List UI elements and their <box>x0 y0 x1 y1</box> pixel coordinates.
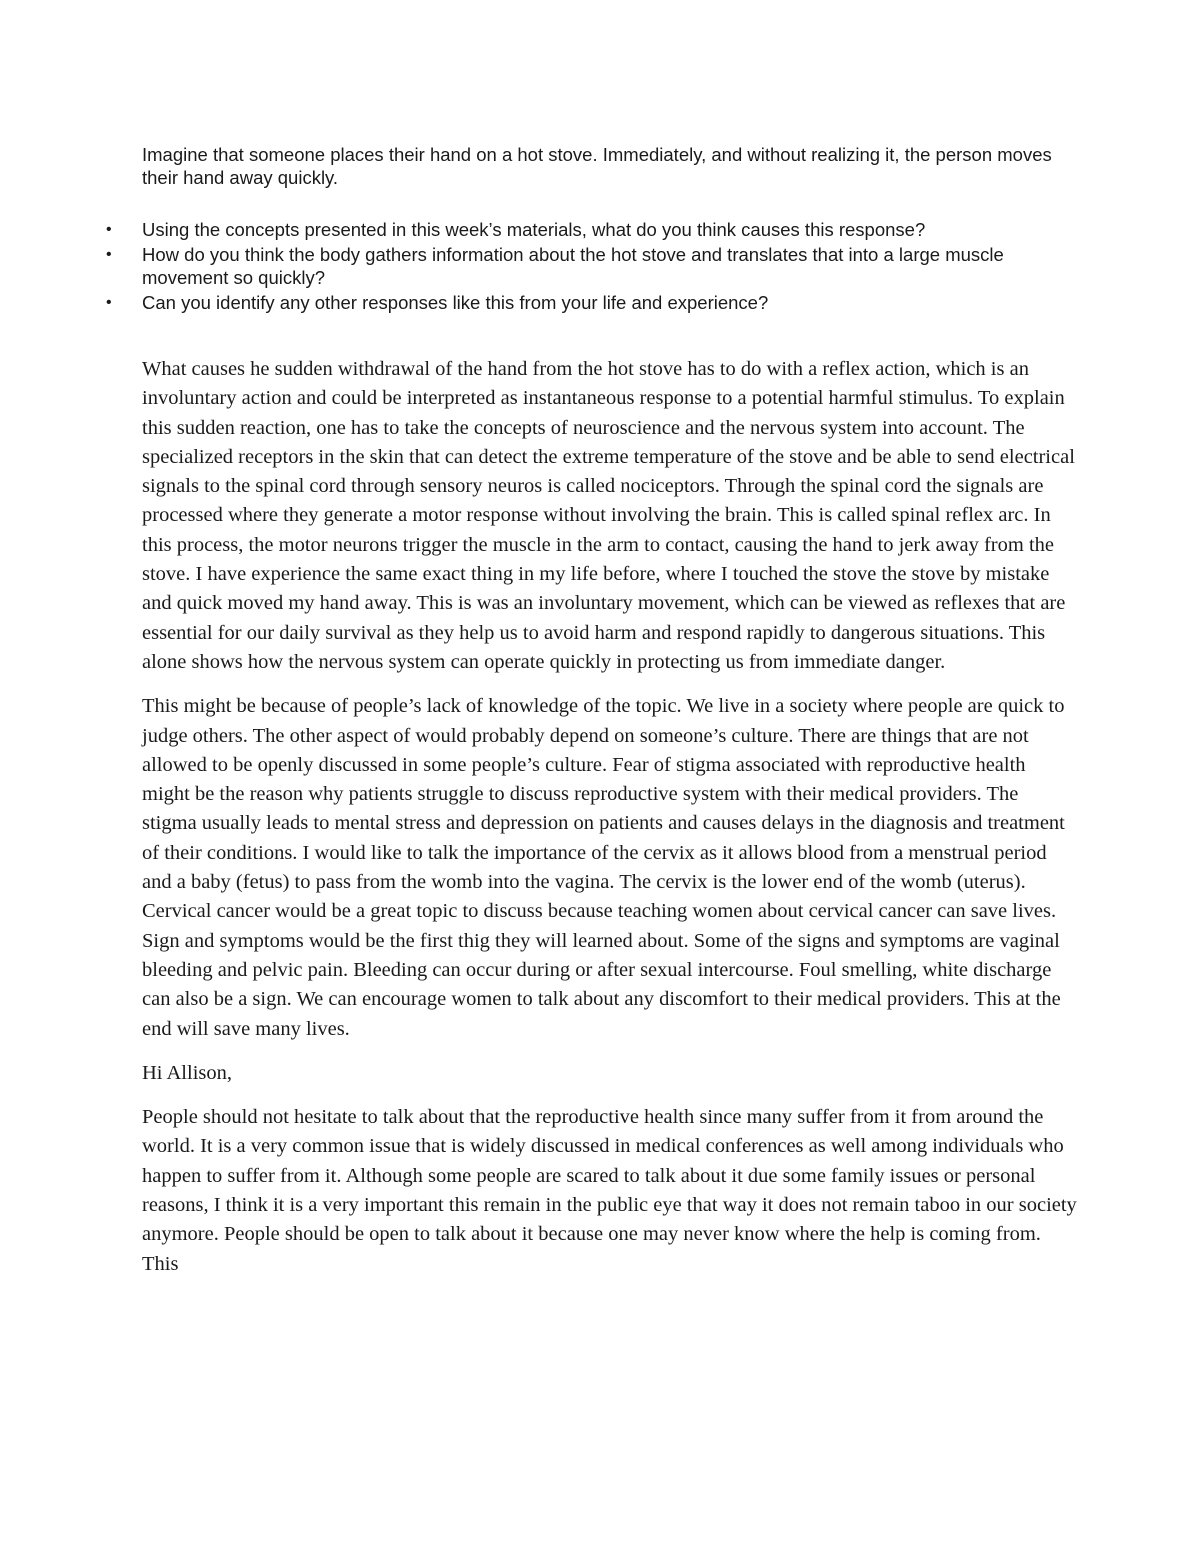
essay-paragraph-reflex: What causes he sudden withdrawal of the hand from the hot stove has to do with a reflex action, which is an involuntary action and could be interpreted as instantaneous response to a potential harmful stimulus. To explain this sudden reaction, one has to take the concepts of neuroscience and the nervous system into account. The specialized receptors in the skin that can detect the extreme temperature of the stove and be able to send electrical signals to the spinal cord through sensory neuros is called nociceptors. Through the spinal cord the signals are processed where they generate a motor response without involving the brain. This is called spinal reflex arc. In this process, the motor neurons trigger the muscle in the arm to contact, causing the hand to jerk away from the stove. I have experience the same exact thing in my life before, where I touched the stove the stove by mistake and quick moved my hand away. This is was an involuntary movement, which can be viewed as reflexes that are essential for our daily survival as they help us to avoid harm and respond rapidly to dangerous situations. This alone shows how the nervous system can operate quickly in protecting us from immediate danger. <box>142 358 1075 673</box>
bullet-icon: • <box>106 246 112 263</box>
reply-paragraph: People should not hesitate to talk about that the reproductive health since many suffer from it from around the world. It is a very common issue that is widely discussed in medical conferences as well among individuals who happen to suffer from it. Although some people are scared to talk about it due some family issues or personal reasons, I think it is a very important this remain in the public eye that way it does not remain taboo in our society anymore. People should be open to talk about it because one may never know where the help is coming from. This <box>142 1106 1077 1275</box>
bullet-icon: • <box>106 221 112 238</box>
question-text: How do you think the body gathers information about the hot stove and translates that into a large muscle movement so quickly? <box>142 244 1004 288</box>
question-text: Can you identify any other responses like this from your life and experience? <box>142 292 769 313</box>
list-item <box>106 243 1066 289</box>
bullet-icon: • <box>106 294 112 311</box>
essay-paragraph-stigma: This might be because of people’s lack of knowledge of the topic. We live in a society where people are quick to judge others. The other aspect of would probably depend on someone’s culture. There are things that are not allowed to be openly discussed in some people’s culture. Fear of stigma associated with reproductive health might be the reason why patients struggle to discuss reproductive system with their medical providers. The stigma usually leads to mental stress and depression on patients and causes delays in the diagnosis and treatment of their conditions. I would like to talk the importance of the cervix as it allows blood from a menstrual period and a baby (fetus) to pass from the womb into the vagina. The cervix is the lower end of the womb (uterus). Cervical cancer would be a great topic to discuss because teaching women about cervical cancer can save lives. Sign and symptoms would be the first thig they will learned about. Some of the signs and symptoms are vaginal bleeding and pelvic pain. Bleeding can occur during or after sexual intercourse. Foul smelling, white discharge can also be a sign. We can encourage women to talk about any discomfort to their medical providers. This at the end will save many lives. <box>142 695 1065 1040</box>
prompt-paragraph: Imagine that someone places their hand on a hot stove. Immediately, and without realizing it, the person moves their hand away quickly. <box>142 144 1052 188</box>
list-item <box>106 291 1066 314</box>
reply-greeting: Hi Allison, <box>142 1061 232 1084</box>
question-text: Using the concepts presented in this week’s materials, what do you think causes this response? <box>142 219 926 240</box>
question-list <box>106 218 1066 316</box>
essay-body <box>142 355 1077 1294</box>
list-item <box>106 218 1066 241</box>
